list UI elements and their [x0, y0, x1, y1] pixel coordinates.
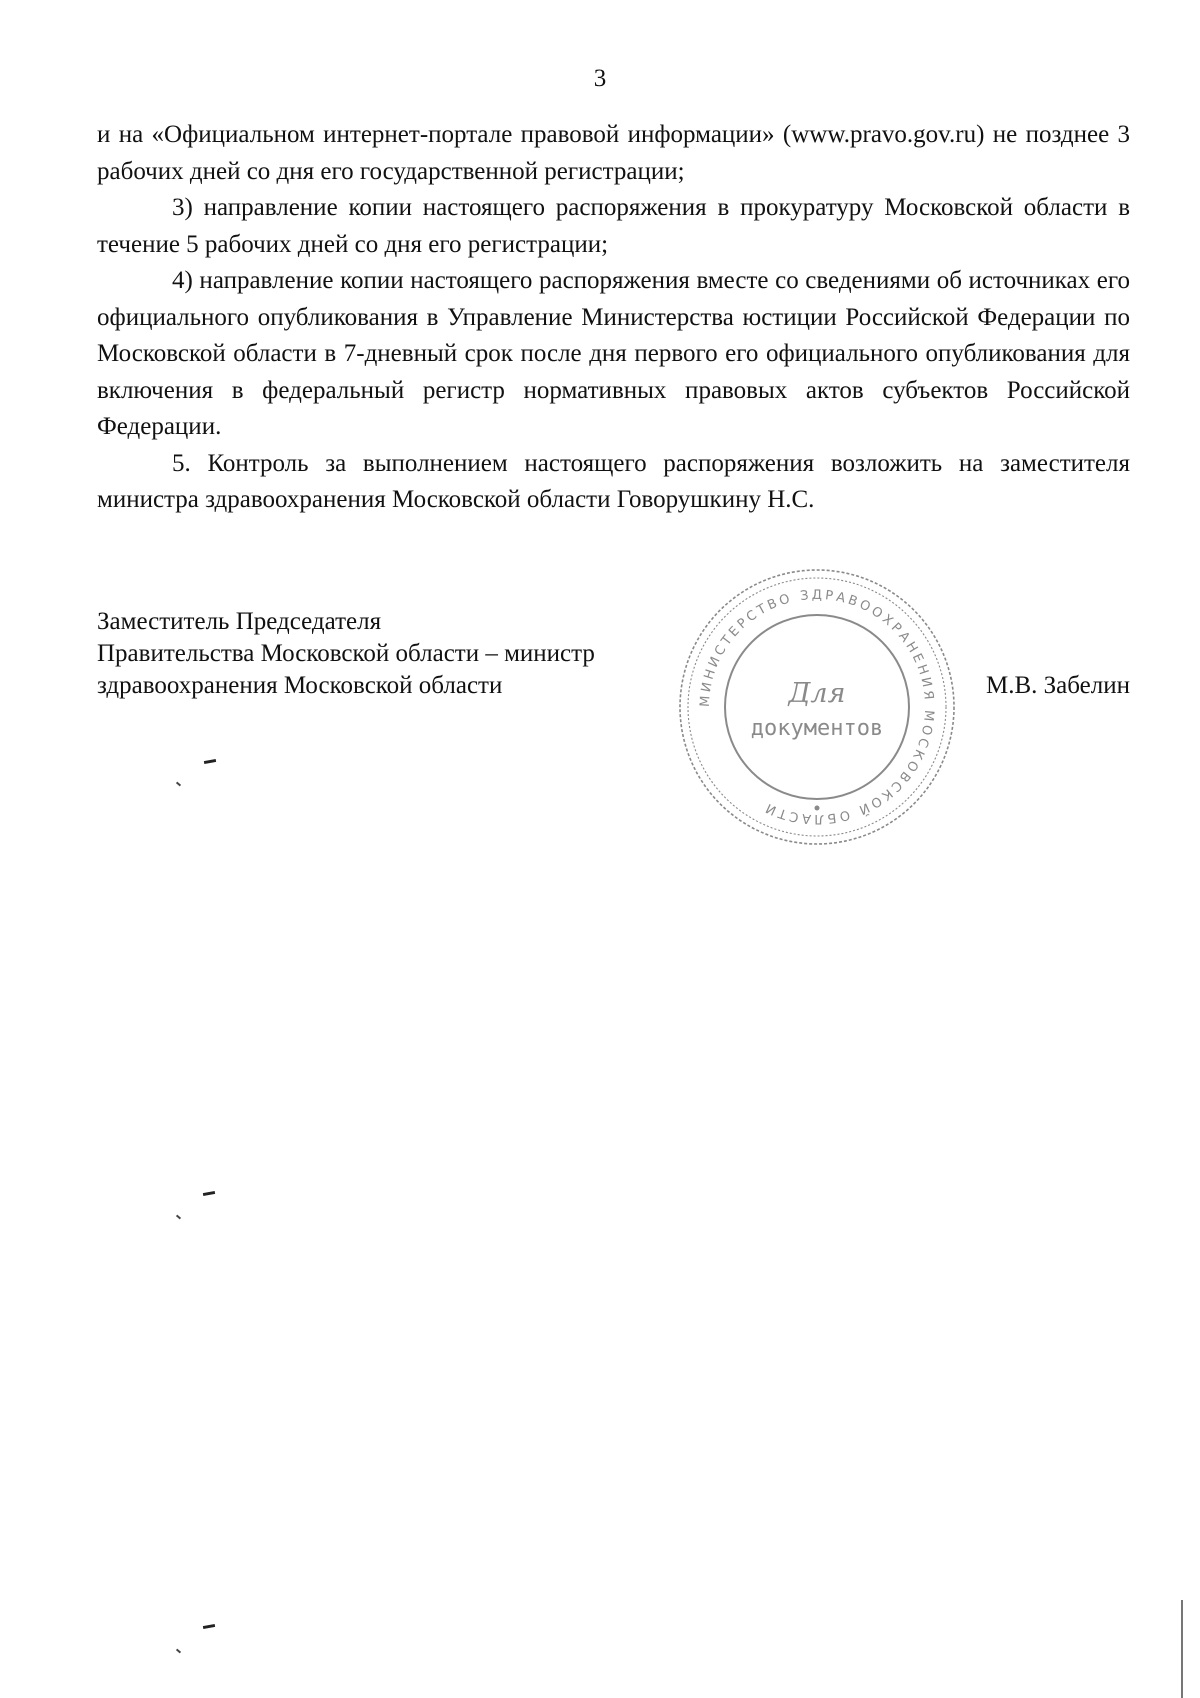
signer-name: М.В. Забелин — [986, 672, 1130, 699]
official-stamp — [672, 562, 962, 852]
scan-mark — [176, 1649, 181, 1654]
stamp-center-text-line-1: Для — [788, 678, 846, 709]
stamp-ring-text: МИНИСТЕРСТВО ЗДРАВООХРАНЕНИЯ МОСКОВСКОЙ ОБЛАСТИ — [697, 587, 937, 827]
stamp-dot — [815, 806, 820, 811]
scan-edge-line — [1181, 1600, 1183, 1698]
signer-position — [97, 606, 697, 702]
page-number: 3 — [593, 65, 607, 92]
paragraph-4: 5. Контроль за выполнением настоящего распоряжения возложить на заместителя министра здравоохранения Московской области Говорушкину Н.С. — [97, 449, 1130, 513]
stamp-graphic — [672, 562, 962, 852]
scan-mark — [203, 1191, 215, 1196]
paragraph-2: 3) направление копии настоящего распоряжения в прокуратуру Московской области в течение 5 рабочих дней со дня его регистрации; — [97, 194, 1130, 258]
scan-mark — [176, 782, 181, 787]
signer-position-line-2: Правительства Московской области – министр — [97, 640, 595, 667]
signer-position-line-1: Заместитель Председателя — [97, 608, 382, 635]
scan-mark — [203, 1624, 215, 1629]
scan-mark — [204, 759, 216, 764]
signer-position-line-3: здравоохранения Московской области — [97, 672, 503, 699]
scan-mark — [176, 1215, 181, 1220]
document-body — [97, 117, 1130, 519]
stamp-center-text-line-2: документов — [750, 716, 884, 741]
paragraph-3: 4) направление копии настоящего распоряжения вместе со сведениями об источниках его официального опубликования в Управление Министерства юстиции Российской Федерации по Московской области в 7-дневный срок после дня первого его официального опубликования для включения в федеральный регистр нормативных правовых актов субъектов Российской Федерации. — [97, 267, 1130, 440]
paragraph-1: и на «Официальном интернет-портале правовой информации» (www.pravo.gov.ru) не позднее 3 рабочих дней со дня его государственной регистрации; — [97, 121, 1130, 185]
signature-block — [97, 606, 1130, 702]
